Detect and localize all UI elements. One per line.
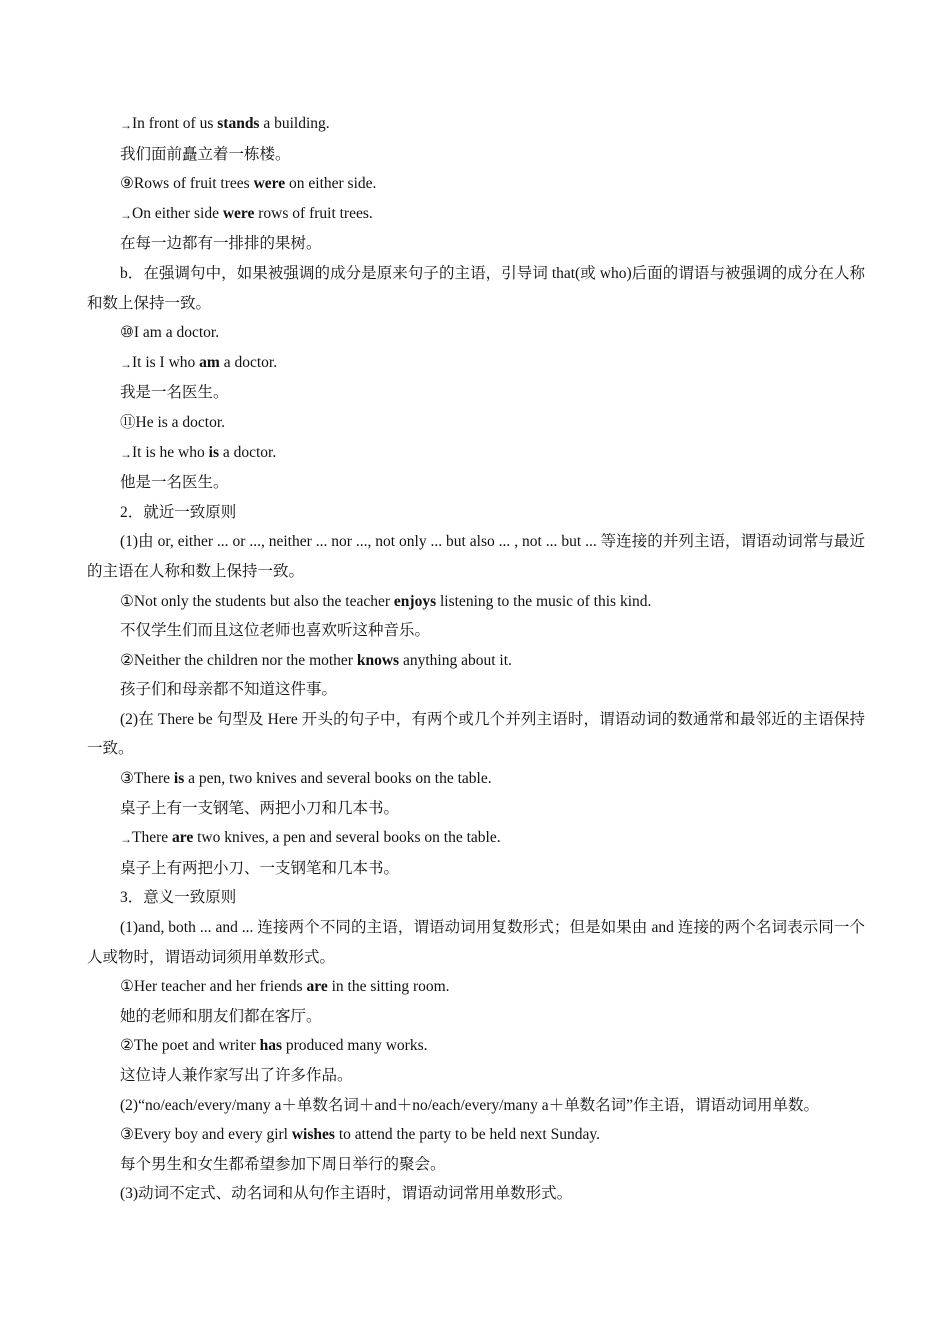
text-segment: (2)在 There be 句型及 Here 开头的句子中，有两个或几个并列主语时，谓语动词的数通常和最邻近的主语保持一致。 bbox=[87, 710, 865, 758]
paragraph bbox=[87, 527, 865, 586]
rewrite-line bbox=[87, 348, 865, 379]
text-segment: ①Her teacher and her friends bbox=[120, 978, 307, 996]
text-segment: 这位诗人兼作家写出了许多作品。 bbox=[120, 1067, 353, 1084]
text-segment: (1)由 or, either ... or ..., neither ... nor ..., not only ... but also ... , not ... but ... 等连接的并列主语，谓语动词常与最近的主语在人称和数上保持一致。 bbox=[87, 533, 865, 580]
text-segment: to attend the party to be held next Sunday. bbox=[334, 1126, 600, 1144]
text-segment: b．在强调句中，如果被强调的成分是原来句子的主语，引导词 that(或 who)后面的谓语与被强调的成分在人称和数上保持一致。 bbox=[87, 264, 865, 312]
emphasized-verb: knows bbox=[356, 651, 400, 669]
text-segment: 我是一名医生。 bbox=[120, 384, 229, 402]
emphasized-verb: enjoys bbox=[393, 592, 437, 610]
paragraph bbox=[87, 259, 865, 318]
text-line bbox=[87, 794, 865, 824]
rewrite-line bbox=[87, 438, 865, 469]
text-line bbox=[87, 646, 865, 676]
text-segment: ⑩I am a doctor. bbox=[120, 324, 220, 342]
arrow-icon: → bbox=[120, 118, 132, 132]
text-line bbox=[87, 1031, 865, 1061]
text-segment: 在每一边都有一排排的果树。 bbox=[120, 235, 322, 253]
text-segment: 桌子上有两把小刀、一支钢笔和几本书。 bbox=[120, 859, 400, 877]
text-segment: 她的老师和朋友们都在客厅。 bbox=[120, 1007, 322, 1025]
text-segment: ③Every boy and every girl bbox=[120, 1126, 292, 1144]
text-segment: 桌子上有一支钢笔、两把小刀和几本书。 bbox=[120, 799, 400, 817]
text-segment: rows of fruit trees. bbox=[254, 204, 373, 222]
text-line bbox=[87, 318, 865, 348]
text-segment: 3．意义一致原则 bbox=[120, 889, 237, 907]
text-segment: It is I who bbox=[132, 353, 200, 371]
text-segment: a doctor. bbox=[219, 353, 278, 371]
arrow-icon: → bbox=[120, 832, 132, 847]
text-segment: ②Neither the children nor the mother bbox=[120, 651, 357, 669]
text-segment: produced many works. bbox=[281, 1037, 428, 1055]
emphasized-verb: are bbox=[172, 829, 194, 847]
emphasized-verb: is bbox=[173, 770, 185, 788]
text-segment: 他是一名医生。 bbox=[120, 474, 229, 492]
emphasized-verb: stands bbox=[217, 115, 260, 132]
text-line bbox=[87, 229, 865, 259]
text-line bbox=[87, 1120, 865, 1150]
text-segment: ②The poet and writer bbox=[120, 1037, 260, 1055]
text-line bbox=[87, 854, 865, 884]
text-line bbox=[87, 408, 865, 438]
rewrite-line bbox=[87, 109, 865, 140]
text-segment: (2)“no/each/every/many a＋单数名词＋and＋no/each/every/many a＋单数名词”作主语，谓语动词用单数。 bbox=[120, 1096, 820, 1114]
text-line bbox=[87, 378, 865, 408]
text-segment: a building. bbox=[259, 115, 330, 132]
text-segment: listening to the music of this kind. bbox=[436, 592, 652, 610]
emphasized-verb: has bbox=[259, 1037, 282, 1055]
text-line bbox=[87, 1150, 865, 1180]
text-segment: a doctor. bbox=[218, 443, 277, 461]
text-segment: 不仅学生们而且这位老师也喜欢听这种音乐。 bbox=[120, 622, 431, 640]
text-line bbox=[87, 498, 865, 528]
emphasized-verb: am bbox=[199, 353, 220, 371]
text-line bbox=[87, 587, 865, 617]
rewrite-line bbox=[87, 823, 865, 854]
text-segment: 我们面前矗立着一栋楼。 bbox=[120, 145, 291, 163]
text-segment: a pen, two knives and several books on the table. bbox=[184, 770, 492, 788]
text-line bbox=[87, 616, 865, 646]
emphasized-verb: is bbox=[208, 443, 219, 461]
emphasized-verb: were bbox=[222, 204, 255, 222]
document-body bbox=[87, 109, 865, 1209]
text-segment: ⑪He is a doctor. bbox=[120, 413, 226, 431]
text-line bbox=[87, 169, 865, 199]
arrow-icon: → bbox=[120, 207, 132, 222]
paragraph bbox=[87, 705, 865, 764]
text-segment: in the sitting room. bbox=[327, 978, 450, 996]
emphasized-verb: were bbox=[253, 175, 286, 193]
text-segment: ⑨Rows of fruit trees bbox=[120, 175, 254, 193]
text-line bbox=[87, 675, 865, 705]
text-segment: It is he who bbox=[132, 443, 209, 461]
text-line bbox=[87, 468, 865, 498]
text-segment: On either side bbox=[132, 204, 223, 222]
emphasized-verb: are bbox=[306, 978, 328, 996]
rewrite-line bbox=[87, 199, 865, 230]
text-segment: There bbox=[132, 829, 173, 847]
emphasized-verb: wishes bbox=[291, 1126, 335, 1144]
text-line bbox=[87, 883, 865, 913]
arrow-icon: → bbox=[120, 356, 132, 371]
text-segment: (3)动词不定式、动名词和从句作主语时，谓语动词常用单数形式。 bbox=[120, 1185, 573, 1203]
text-line bbox=[87, 140, 865, 170]
text-segment: (1)and, both ... and ... 连接两个不同的主语，谓语动词用复数形式；但是如果由 and 连接的两个名词表示同一个人或物时，谓语动词须用单数形式。 bbox=[87, 919, 865, 966]
text-segment: 每个男生和女生都希望参加下周日举行的聚会。 bbox=[120, 1155, 446, 1173]
text-line bbox=[87, 1061, 865, 1091]
text-segment: 2．就近一致原则 bbox=[120, 503, 237, 521]
text-line bbox=[87, 972, 865, 1002]
arrow-icon: → bbox=[120, 446, 132, 461]
text-segment: anything about it. bbox=[399, 651, 512, 669]
paragraph bbox=[87, 1091, 865, 1121]
text-segment: ①Not only the students but also the teacher bbox=[120, 592, 394, 610]
text-line bbox=[87, 764, 865, 794]
paragraph bbox=[87, 913, 865, 972]
text-segment: two knives, a pen and several books on the table. bbox=[193, 829, 501, 847]
text-segment: on either side. bbox=[285, 175, 377, 193]
text-segment: ③There bbox=[120, 770, 174, 788]
text-line bbox=[87, 1179, 865, 1209]
text-segment: In front of us bbox=[132, 115, 218, 132]
text-line bbox=[87, 1002, 865, 1032]
text-segment: 孩子们和母亲都不知道这件事。 bbox=[120, 681, 338, 699]
